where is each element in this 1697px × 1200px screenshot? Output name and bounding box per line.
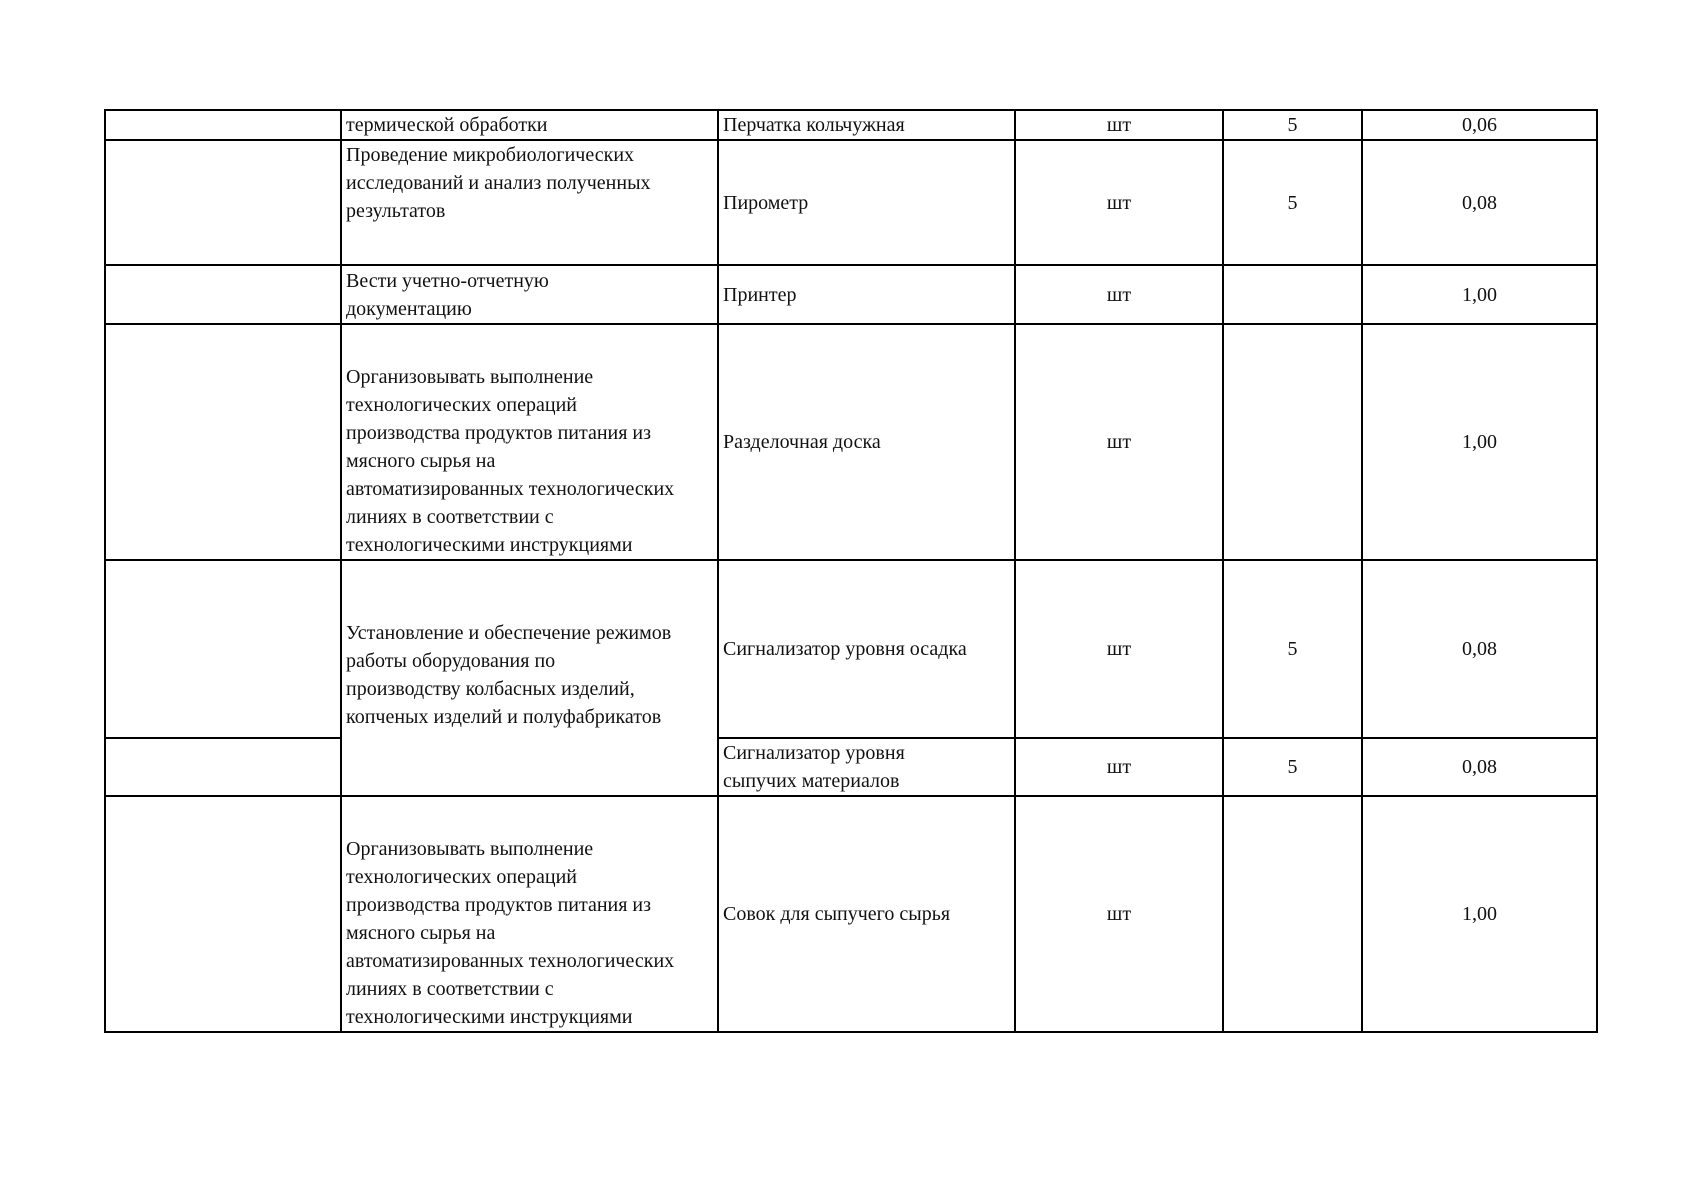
- unit-cell: шт: [1015, 738, 1223, 796]
- equipment-name: Принтер: [723, 283, 797, 306]
- quantity-cell: 5: [1223, 560, 1362, 738]
- unit-cell: шт: [1015, 324, 1223, 560]
- norm-cell: 1,00: [1362, 265, 1597, 324]
- equipment-name: Сигнализатор уровня осадка: [723, 638, 967, 660]
- unit-cell: шт: [1015, 796, 1223, 1032]
- table-row: [105, 110, 1597, 140]
- table-row: [105, 738, 1597, 796]
- equipment-name: Пирометр: [723, 191, 809, 214]
- equipment-name: Перчатка кольчужная: [723, 114, 905, 136]
- equipment-name-cell: [718, 140, 1015, 265]
- code-cell: [105, 110, 341, 140]
- quantity-cell: 5: [1223, 738, 1362, 796]
- equipment-table: [104, 109, 1598, 1033]
- task-cell: [341, 560, 718, 796]
- table-row: [105, 140, 1597, 265]
- task-cell: [341, 324, 718, 560]
- equipment-name: Сигнализатор уровня сыпучих материалов: [723, 742, 905, 792]
- norm-cell: 0,08: [1362, 140, 1597, 265]
- code-cell: [105, 140, 341, 265]
- norm-cell: 1,00: [1362, 324, 1597, 560]
- quantity-cell: 5: [1223, 140, 1362, 265]
- task-text: Вести учетно-отчетную документацию: [346, 269, 549, 320]
- task-cell: [341, 110, 718, 140]
- task-text: Организовывать выполнение технологических операций производства продуктов питания из мясного сырья на автоматизированных технологических линиях в соответствии с технологическими инструкциями: [346, 366, 675, 556]
- code-cell: [105, 265, 341, 324]
- equipment-name-cell: [718, 110, 1015, 140]
- table-row: [105, 265, 1597, 324]
- task-cell: [341, 796, 718, 1032]
- equipment-name-cell: [718, 265, 1015, 324]
- task-cell: [341, 140, 718, 265]
- equipment-name-cell: [718, 560, 1015, 738]
- code-cell: [105, 796, 341, 1032]
- equipment-name: Разделочная доска: [723, 431, 881, 453]
- equipment-name-cell: [718, 738, 1015, 796]
- table-row: [105, 796, 1597, 1032]
- task-text: Проведение микробиологических исследований и анализ полученных результатов: [346, 144, 651, 222]
- task-text: термической обработки: [346, 114, 548, 136]
- code-cell: [105, 738, 341, 796]
- equipment-name-cell: [718, 324, 1015, 560]
- quantity-cell: [1223, 796, 1362, 1032]
- unit-cell: шт: [1015, 140, 1223, 265]
- quantity-cell: [1223, 265, 1362, 324]
- unit-cell: шт: [1015, 265, 1223, 324]
- quantity-cell: 5: [1223, 110, 1362, 140]
- norm-cell: 0,08: [1362, 560, 1597, 738]
- unit-cell: шт: [1015, 110, 1223, 140]
- equipment-name-cell: [718, 796, 1015, 1032]
- task-cell: [341, 265, 718, 324]
- unit-cell: шт: [1015, 560, 1223, 738]
- equipment-name: Совок для сыпучего сырья: [723, 903, 951, 925]
- norm-cell: 0,08: [1362, 738, 1597, 796]
- code-cell: [105, 324, 341, 560]
- quantity-cell: [1223, 324, 1362, 560]
- task-text: Установление и обеспечение режимов работы оборудования по производству колбасных изделий, копченых изделий и полуфабрикатов: [346, 622, 672, 728]
- norm-cell: 1,00: [1362, 796, 1597, 1032]
- table-row: [105, 560, 1597, 738]
- norm-cell: 0,06: [1362, 110, 1597, 140]
- task-text: Организовывать выполнение технологических операций производства продуктов питания из мясного сырья на автоматизированных технологических линиях в соответствии с технологическими инструкциями: [346, 838, 675, 1028]
- table-row: [105, 324, 1597, 560]
- code-cell: [105, 560, 341, 738]
